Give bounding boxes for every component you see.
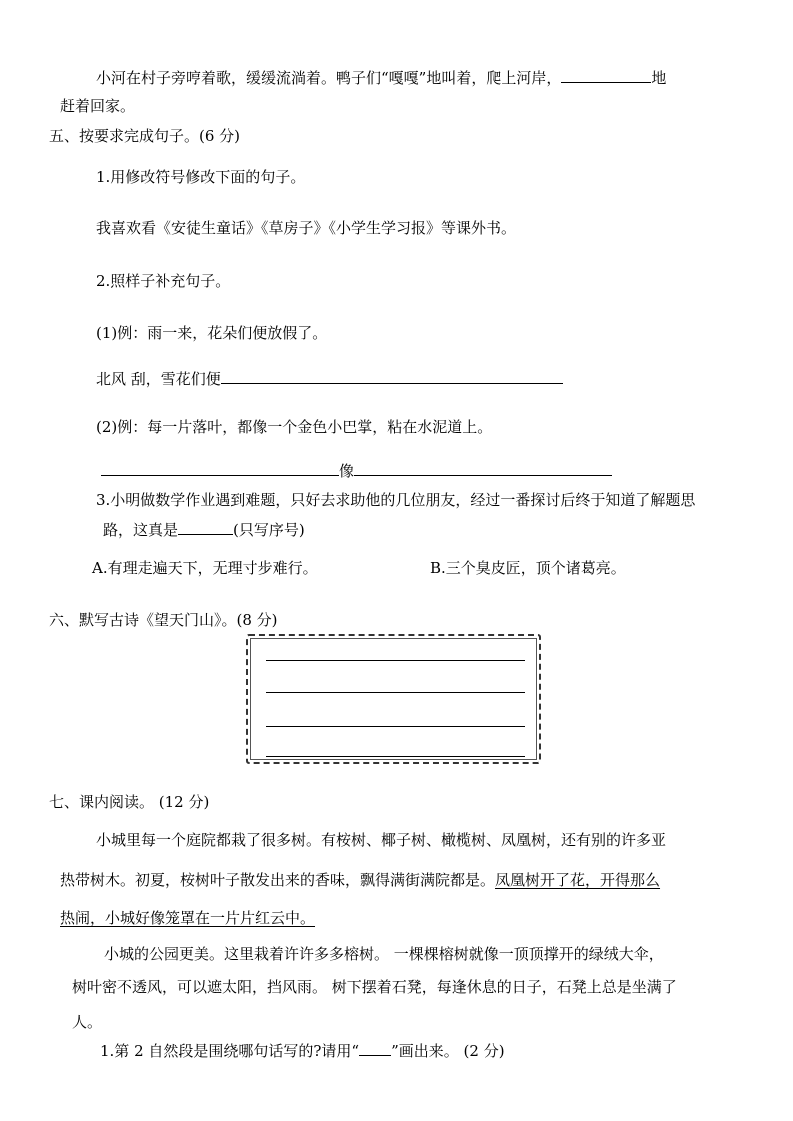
passage-p1-line-2 [60, 870, 660, 890]
passage-p1-line-1: 小城里每一个庭院都栽了很多树。有桉树、椰子树、橄榄树、凤凰树，还有别的许多亚 [96, 831, 667, 849]
q7-1-text-end: ”画出来。 (2 分) [391, 1042, 505, 1060]
passage-text: 热带树木。初夏，桉树叶子散发出来的香味，飘得满街满院都是。 [60, 871, 496, 889]
q5-2-1-prompt: 北风 刮，雪花们便 [96, 370, 221, 388]
passage-p2-line-3: 人。 [72, 1013, 103, 1031]
underlined-sentence: 凤凰树开了花，开得那么 [495, 871, 661, 889]
intro-line-2: 赶着回家。 [60, 97, 136, 115]
q5-1-sentence: 我喜欢看《安徒生童话》《草房子》《小学生学习报》等课外书。 [96, 219, 517, 237]
option-b: B.三个臭皮匠，顶个诸葛亮。 [430, 559, 626, 577]
poem-writing-box [246, 634, 541, 764]
q5-2-1-answer-line [96, 367, 563, 389]
q5-3-note: (只写序号) [233, 521, 305, 539]
q5-3-line-2 [103, 518, 305, 540]
q7-1-text: 1.第 2 自然段是围绕哪句话写的?请用“ [100, 1042, 360, 1060]
section-5-heading: 五、按要求完成句子。(6 分) [49, 127, 241, 145]
poem-line-4[interactable] [266, 756, 525, 757]
answer-blank[interactable] [221, 367, 563, 384]
intro-text: 小河在村子旁哼着歌，缓缓流淌着。鸭子们“嘎嘎”地叫着，爬上河岸， [96, 69, 562, 87]
intro-line-1 [96, 66, 666, 88]
answer-blank[interactable] [354, 459, 612, 476]
q5-3-line-1: 3.小明做数学作业遇到难题，只好去求助他的几位朋友，经过一番探讨后终于知道了解题思 [96, 491, 696, 509]
answer-blank[interactable] [178, 518, 233, 535]
q5-2-2-example: (2)例：每一片落叶，都像一个金色小巴掌，粘在水泥道上。 [96, 418, 493, 436]
section-6-heading: 六、默写古诗《望天门山》。(8 分) [49, 611, 278, 629]
passage-p2-line-2: 树叶密不透风，可以遮太阳，挡风雨。 树下摆着石凳，每逢休息的日子，石凳上总是坐满了 [72, 978, 677, 996]
poem-line-1[interactable] [266, 660, 525, 661]
q5-2-prompt: 2.照样子补充句子。 [96, 272, 231, 290]
q7-1-prompt [100, 1039, 505, 1061]
q5-2-2-answer-line [101, 459, 612, 481]
q5-3-text: 路，这真是 [103, 521, 179, 539]
intro-text-end: 地 [651, 69, 667, 87]
answer-blank[interactable] [561, 66, 651, 83]
poem-line-2[interactable] [266, 692, 525, 693]
underlined-sentence: 热闹，小城好像笼罩在一片片红云中。 [60, 909, 316, 927]
q5-2-1-example: (1)例：雨一来，花朵们便放假了。 [96, 324, 328, 342]
passage-p2-line-1: 小城的公园更美。这里栽着许许多多榕树。 一棵棵榕树就像一顶顶撑开的绿绒大伞， [104, 945, 664, 963]
q5-1-prompt: 1.用修改符号修改下面的句子。 [96, 168, 306, 186]
poem-line-3[interactable] [266, 726, 525, 727]
underline-sample [359, 1039, 391, 1056]
answer-blank[interactable] [101, 459, 339, 476]
option-a: A.有理走遍天下，无理寸步难行。 [92, 559, 318, 577]
passage-p1-line-3 [60, 908, 315, 928]
q5-2-2-mid: 像 [339, 462, 355, 480]
section-7-heading: 七、课内阅读。 (12 分) [49, 793, 210, 811]
